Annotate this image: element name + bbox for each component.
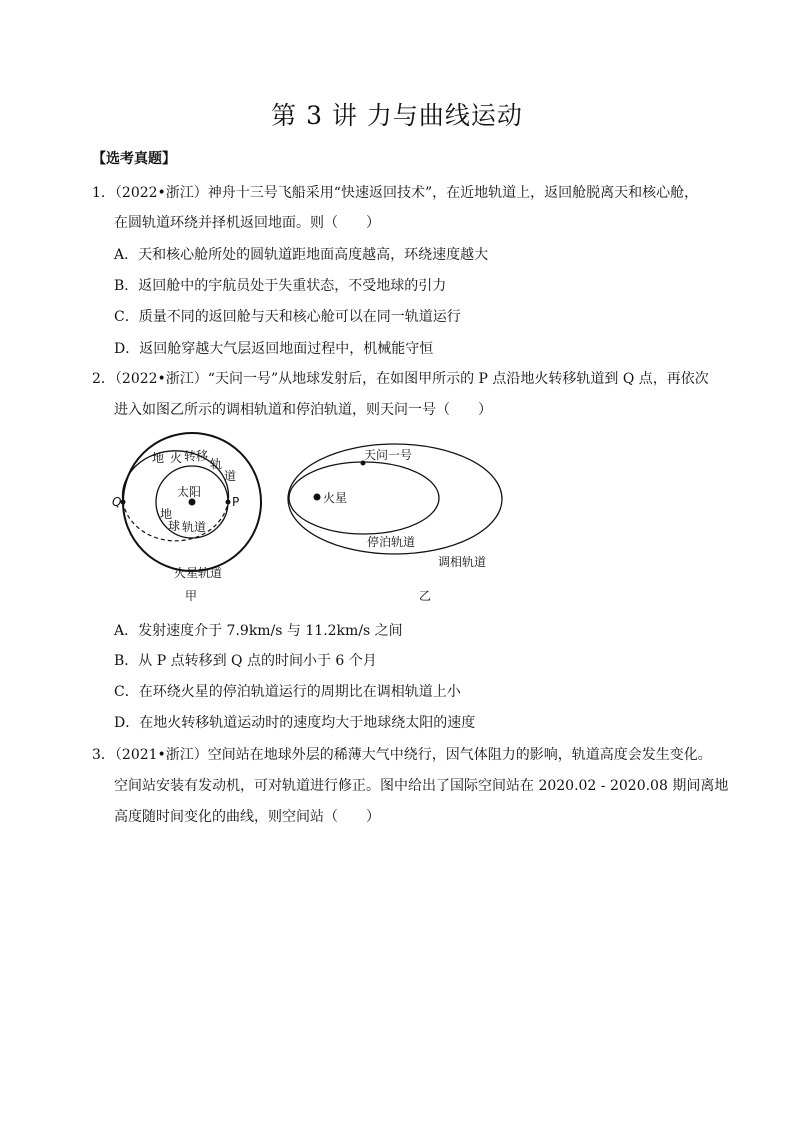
q3-stem-line1: 3．（2021•浙江）空间站在地球外层的稀薄大气中绕行，因气体阻力的影响，轨道高度会发生变化。 (92, 747, 712, 763)
q1-option-d: D．返回舱穿越大气层返回地面过程中，机械能守恒 (114, 341, 434, 357)
mars-label: 火星 (323, 491, 348, 505)
q2-option-c: C．在环绕火星的停泊轨道运行的周期比在调相轨道上小 (114, 684, 461, 700)
mars-dot (314, 494, 321, 501)
q1-option-b: B．返回舱中的宇航员处于失重状态，不受地球的引力 (114, 278, 447, 294)
q1-option-a: A．天和核心舱所处的圆轨道距地面高度越高，环绕速度越大 (114, 247, 489, 263)
parking-orbit-label: 停泊轨道 (367, 535, 416, 549)
q3-stem-line3: 高度随时间变化的曲线，则空间站（ ） (114, 809, 380, 825)
point-q-label: Q (112, 495, 122, 509)
mars-orbit-label: 火星轨道 (174, 566, 223, 580)
phasing-orbit-label: 调相轨道 (438, 555, 487, 569)
q2-option-b: B．从 P 点转移到 Q 点的时间小于 6 个月 (114, 653, 377, 669)
transfer-label-5: 道 (224, 469, 237, 483)
figure-jia (108, 430, 288, 610)
figure-jia-caption: 甲 (185, 589, 198, 603)
sun-label: 太阳 (177, 485, 202, 499)
transfer-label-3: 转移 (184, 449, 209, 463)
point-p-label: P (232, 495, 240, 509)
section-heading: 【选考真题】 (92, 151, 176, 167)
q1-stem-line1: 1．（2022•浙江）神舟十三号飞船采用“快速返回技术”，在近地轨道上，返回舱脱离天和核心舱， (92, 185, 699, 201)
sun-dot (189, 499, 196, 506)
q2-option-a: A．发射速度介于 7.9km/s 与 11.2km/s 之间 (114, 623, 403, 639)
q1-stem-line2: 在圆轨道环绕并择机返回地面。则（ ） (114, 215, 380, 231)
earth-label-3: 轨道 (182, 520, 207, 534)
q2-stem-line1: 2．（2022•浙江）“天问一号”从地球发射后，在如图甲所示的 P 点沿地火转移轨道到 Q 点，再依次 (92, 371, 709, 387)
tianwen-label: 天问一号 (364, 448, 413, 462)
transfer-label-2: 火 (170, 451, 183, 465)
parking-orbit-ellipse (289, 462, 439, 534)
earth-label-2: 球 (168, 519, 181, 533)
transfer-label-1: 地 (152, 451, 165, 465)
q2-option-d: D．在地火转移轨道运动时的速度均大于地球绕太阳的速度 (114, 715, 476, 731)
transfer-label-4: 轨 (210, 457, 223, 471)
q3-stem-line2: 空间站安装有发动机，可对轨道进行修正。图中给出了国际空间站在 2020.02 - 2020.08 期间离地 (114, 778, 729, 794)
q2-stem-line2: 进入如图乙所示的调相轨道和停泊轨道，则天问一号（ ） (114, 402, 492, 418)
figure-yi-caption: 乙 (419, 589, 432, 603)
figure-yi (282, 430, 522, 610)
page-title: 第 3 讲 力与曲线运动 (271, 101, 523, 130)
point-p-dot (226, 500, 231, 505)
q1-option-c: C．质量不同的返回舱与天和核心舱可以在同一轨道运行 (114, 309, 461, 325)
earth-label-1: 地 (160, 507, 173, 521)
